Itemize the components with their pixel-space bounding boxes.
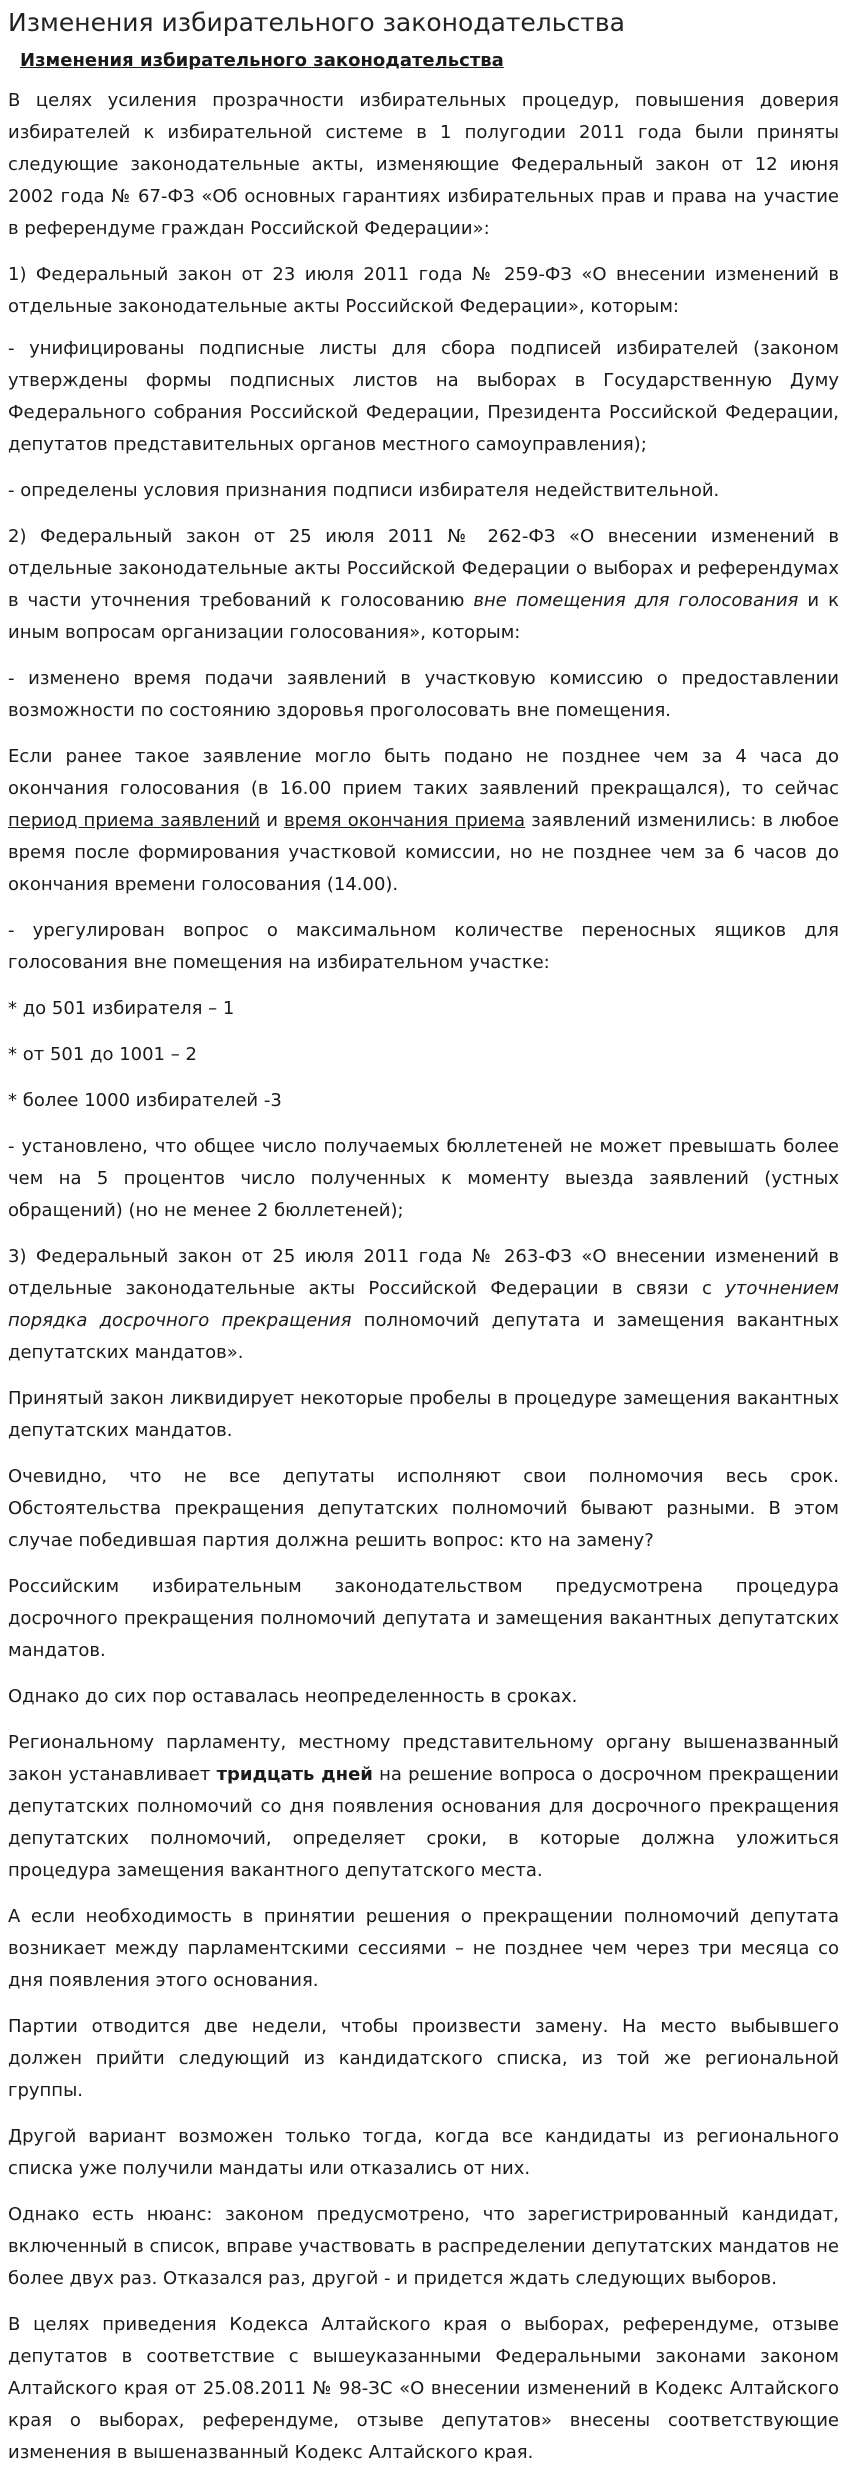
law-1-item-1: - унифицированы подписные листы для сбора подписей избирателей (законом утверждены формы подписных листов на выборах в Государственную Думу Федерального собрания Российской Федерации, Президента Российской Федерации, депутатов представительных органов местного самоуправления); [8,338,839,455]
law-2-detail-paragraph [8,741,839,901]
law-1-paragraph: 1) Федеральный закон от 23 июля 2011 года № 259-ФЗ «О внесении изменений в отдельные законодательные акты Российской Федерации», которым: [8,264,839,317]
nuance-paragraph: Однако есть нюанс: законом предусмотрено, что зарегистрированный кандидат, включенный в список, вправе участвовать в распределении депутатских мандатов не более двух раз. Отказался раз, другой - и придется ждать следующих выборов. [8,2204,839,2289]
law-2-italic-text: вне помещения для голосования [473,590,799,611]
adopted-paragraph: Принятый закон ликвидирует некоторые пробелы в процедуре замещения вакантных депутатских мандатов. [8,1388,839,1441]
law-2-detail-underline-1: период приема заявлений [8,810,261,831]
session-paragraph: А если необходимость в принятии решения о прекращении полномочий депутата возникает между парламентскими сессиями – не позднее чем через три месяца со дня появления этого основания. [8,1906,839,1991]
law-2-detail-mid: и [260,810,285,831]
law-2-text-start: 2) Федеральный закон от 25 июля 2011 № 262-ФЗ «О внесении изменений в отдельные законодательные акты Российской Федерации о выборах и референдумах в части уточнения требований к голосованию [8,526,839,611]
regional-text-end: на решение вопроса о досрочном прекращении депутатских полномочий со дня появления основания для досрочного прекращения депутатских полномочий, определяет сроки, в которые должна уложиться процедура замещения вакантного депутатского места. [8,1764,839,1881]
law-2-detail-end: заявлений изменились: в любое время после формирования участковой комиссии, но не позднее чем за 6 часов до окончания времени голосования (14.00). [8,810,839,895]
regional-paragraph [8,1727,839,1887]
altai-paragraph: В целях приведения Кодекса Алтайского края о выборах, референдуме, отзыве депутатов в соответствие с вышеуказанными Федеральными законами законом Алтайского края от 25.08.2011 № 98-ЗС «О внесении изменений в Кодекс Алтайского края о выборах, референдуме, отзыве депутатов» внесены соответствующие изменения в вышеназванный Кодекс Алтайского края. [8,2314,839,2463]
law-2-item-2: - урегулирован вопрос о максимальном количестве переносных ящиков для голосования вне помещения на избирательном участке: [8,920,839,973]
law-2-item-1: - изменено время подачи заявлений в участковую комиссию о предоставлении возможности по состоянию здоровья проголосовать вне помещения. [8,668,839,721]
uncertainty-paragraph: Однако до сих пор оставалась неопределенность в сроках. [8,1686,578,1707]
parties-paragraph: Партии отводится две недели, чтобы произвести замену. На место выбывшего должен прийти следующий из кандидатского списка, из той же региональной группы. [8,2016,839,2101]
law-2-detail-start: Если ранее такое заявление могло быть подано не позднее чем за 4 часа до окончания голосования (в 16.00 прием таких заявлений прекращался), то сейчас [8,746,839,799]
page-title: Изменения избирательного законодательства [8,8,625,37]
legislation-paragraph: Российским избирательным законодательством предусмотрена процедура досрочного прекращения полномочий депутата и замещения вакантных депутатских мандатов. [8,1576,839,1661]
intro-paragraph: В целях усиления прозрачности избирательных процедур, повышения доверия избирателей к избирательной системе в 1 полугодии 2011 года были приняты следующие законодательные акты, изменяющие Федеральный закон от 12 июня 2002 года № 67-ФЗ «Об основных гарантиях избирательных прав и права на участие в референдуме граждан Российской Федерации»: [8,90,839,239]
law-3-paragraph [8,1241,839,1369]
obviously-paragraph: Очевидно, что не все депутаты исполняют свои полномочия весь срок. Обстоятельства прекращения депутатских полномочий бывают разными. В этом случае победившая партия должна решить вопрос: кто на замену? [8,1466,839,1551]
law-2-text-end: и к иным вопросам организации голосования», которым: [8,590,840,643]
regional-bold-text: тридцать дней [216,1764,373,1785]
boxes-item-3: * более 1000 избирателей -3 [8,1090,282,1111]
law-2-detail-underline-2: время окончания приема [284,810,526,831]
law-2-paragraph [8,521,839,649]
regional-text-start: Региональному парламенту, местному представительному органу вышеназванный закон устанавливает [8,1732,839,1785]
boxes-item-2: * от 501 до 1001 – 2 [8,1044,197,1065]
law-3-text-end: полномочий депутата и замещения вакантных депутатских мандатов». [8,1310,839,1363]
law-3-text-start: 3) Федеральный закон от 25 июля 2011 года № 263-ФЗ «О внесении изменений в отдельные законодательные акты Российской Федерации в связи с [8,1246,839,1299]
law-3-italic-text: уточнением порядка досрочного прекращения [8,1278,839,1331]
law-2-item-3: - установлено, что общее число получаемых бюллетеней не может превышать более чем на 5 процентов число полученных к моменту выезда заявлений (устных обращений) (но не менее 2 бюллетеней); [8,1136,839,1221]
law-1-item-2: - определены условия признания подписи избирателя недействительной. [8,480,720,501]
article-subtitle: Изменения избирательного законодательства [20,50,504,71]
other-option-paragraph: Другой вариант возможен только тогда, когда все кандидаты из регионального списка уже получили мандаты или отказались от них. [8,2126,839,2179]
boxes-item-1: * до 501 избирателя – 1 [8,998,235,1019]
